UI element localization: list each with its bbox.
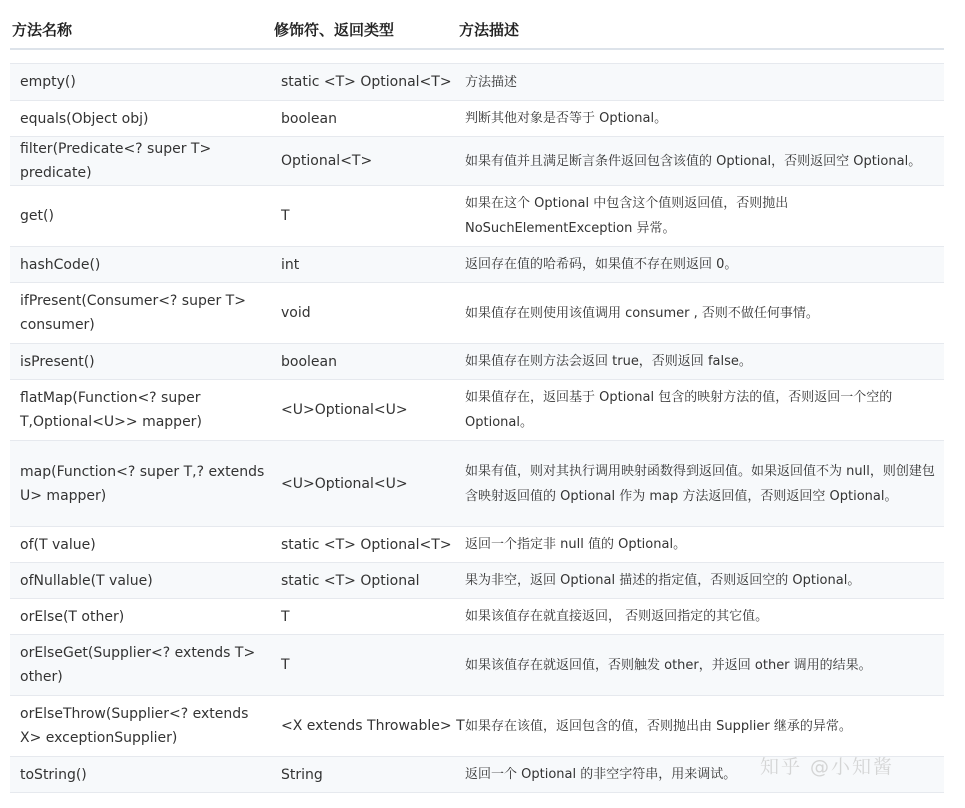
header-modifier-return-type: 修饰符、返回类型: [274, 20, 395, 39]
method-name-cell: isPresent(): [20, 353, 95, 370]
table-row: [10, 696, 944, 757]
table-row: [10, 137, 944, 186]
method-name-cell: orElseThrow(Supplier<? extends X> exceptionSupplier): [20, 706, 249, 746]
method-name-cell: ofNullable(T value): [20, 572, 153, 589]
description-cell: 如果有值并且满足断言条件返回包含该值的 Optional，否则返回空 Optional。: [465, 153, 922, 169]
return-type-cell: static <T> Optional<T>: [281, 74, 452, 90]
table-body: [10, 63, 944, 793]
description-cell: 如果值存在，返回基于 Optional 包含的映射方法的值，否则返回一个空的 Optional。: [465, 390, 893, 430]
description-cell: 返回一个 Optional 的非空字符串，用来调试。: [465, 767, 737, 782]
table-row: [10, 441, 944, 527]
return-type-cell: T: [281, 657, 290, 673]
description-cell: 如果该值存在就直接返回， 否则返回指定的其它值。: [465, 609, 769, 624]
table-row: [10, 186, 944, 247]
description-cell: 如果存在该值，返回包含的值，否则抛出由 Supplier 继承的异常。: [465, 718, 852, 734]
method-name-cell: empty(): [20, 74, 76, 90]
description-cell: 如果值存在则使用该值调用 consumer , 否则不做任何事情。: [465, 305, 819, 321]
table-row: [10, 599, 944, 635]
method-name-cell: toString(): [20, 766, 87, 783]
table-row: [10, 283, 944, 344]
method-name-cell: hashCode(): [20, 256, 101, 273]
description-cell: 如果在这个 Optional 中包含这个值则返回值，否则抛出 NoSuchElementException 异常。: [465, 196, 789, 236]
return-type-cell: <X extends Throwable> T: [281, 718, 465, 734]
description-cell: 如果该值存在就返回值，否则触发 other，并返回 other 调用的结果。: [465, 657, 872, 673]
watermark: 知乎 @小知酱: [760, 756, 895, 778]
return-type-cell: void: [281, 305, 311, 321]
method-name-cell: orElseGet(Supplier<? extends T> other): [20, 645, 256, 685]
description-cell: 判断其他对象是否等于 Optional。: [465, 111, 668, 126]
table-row: [10, 64, 944, 101]
method-name-cell: filter(Predicate<? super T> predicate): [20, 141, 212, 181]
return-type-cell: T: [281, 208, 290, 224]
return-type-cell: static <T> Optional: [281, 572, 420, 589]
method-name-cell: map(Function<? super T,? extends U> mapper): [20, 463, 265, 504]
description-cell: 返回一个指定非 null 值的 Optional。: [465, 537, 687, 552]
method-name-cell: equals(Object obj): [20, 110, 149, 127]
return-type-cell: T: [281, 608, 290, 625]
description-cell: 如果值存在则方法会返回 true，否则返回 false。: [465, 354, 752, 369]
return-type-cell: boolean: [281, 110, 337, 127]
table-row: [10, 101, 944, 137]
table-row: [10, 344, 944, 380]
table-row: [10, 635, 944, 696]
table-row: [10, 380, 944, 441]
header-method-name: 方法名称: [12, 20, 73, 39]
method-name-cell: ifPresent(Consumer<? super T> consumer): [20, 293, 246, 333]
return-type-cell: int: [281, 256, 300, 273]
description-cell: 方法描述: [465, 74, 518, 90]
methods-table: [10, 10, 944, 793]
return-type-cell: Optional<T>: [281, 153, 373, 169]
table-row: [10, 563, 944, 599]
description-cell: 返回存在值的哈希码，如果值不存在则返回 0。: [465, 257, 738, 272]
return-type-cell: String: [281, 766, 323, 783]
header-method-description: 方法描述: [459, 20, 520, 39]
method-name-cell: of(T value): [20, 536, 96, 553]
description-cell: 果为非空，返回 Optional 描述的指定值，否则返回空的 Optional。: [465, 573, 861, 588]
table-row: [10, 527, 944, 563]
method-name-cell: orElse(T other): [20, 608, 125, 625]
return-type-cell: boolean: [281, 353, 337, 370]
method-name-cell: flatMap(Function<? super T,Optional<U>> mapper): [20, 390, 202, 430]
return-type-cell: <U>Optional<U>: [281, 475, 408, 492]
table-row: [10, 247, 944, 283]
description-cell: 如果有值，则对其执行调用映射函数得到返回值。如果返回值不为 null，则创建包含映射返回值的 Optional 作为 map 方法返回值，否则返回空 Optional。: [465, 463, 935, 504]
return-type-cell: static <T> Optional<T>: [281, 536, 452, 553]
return-type-cell: <U>Optional<U>: [281, 402, 408, 418]
table-header: [10, 10, 944, 50]
method-name-cell: get(): [20, 208, 54, 224]
